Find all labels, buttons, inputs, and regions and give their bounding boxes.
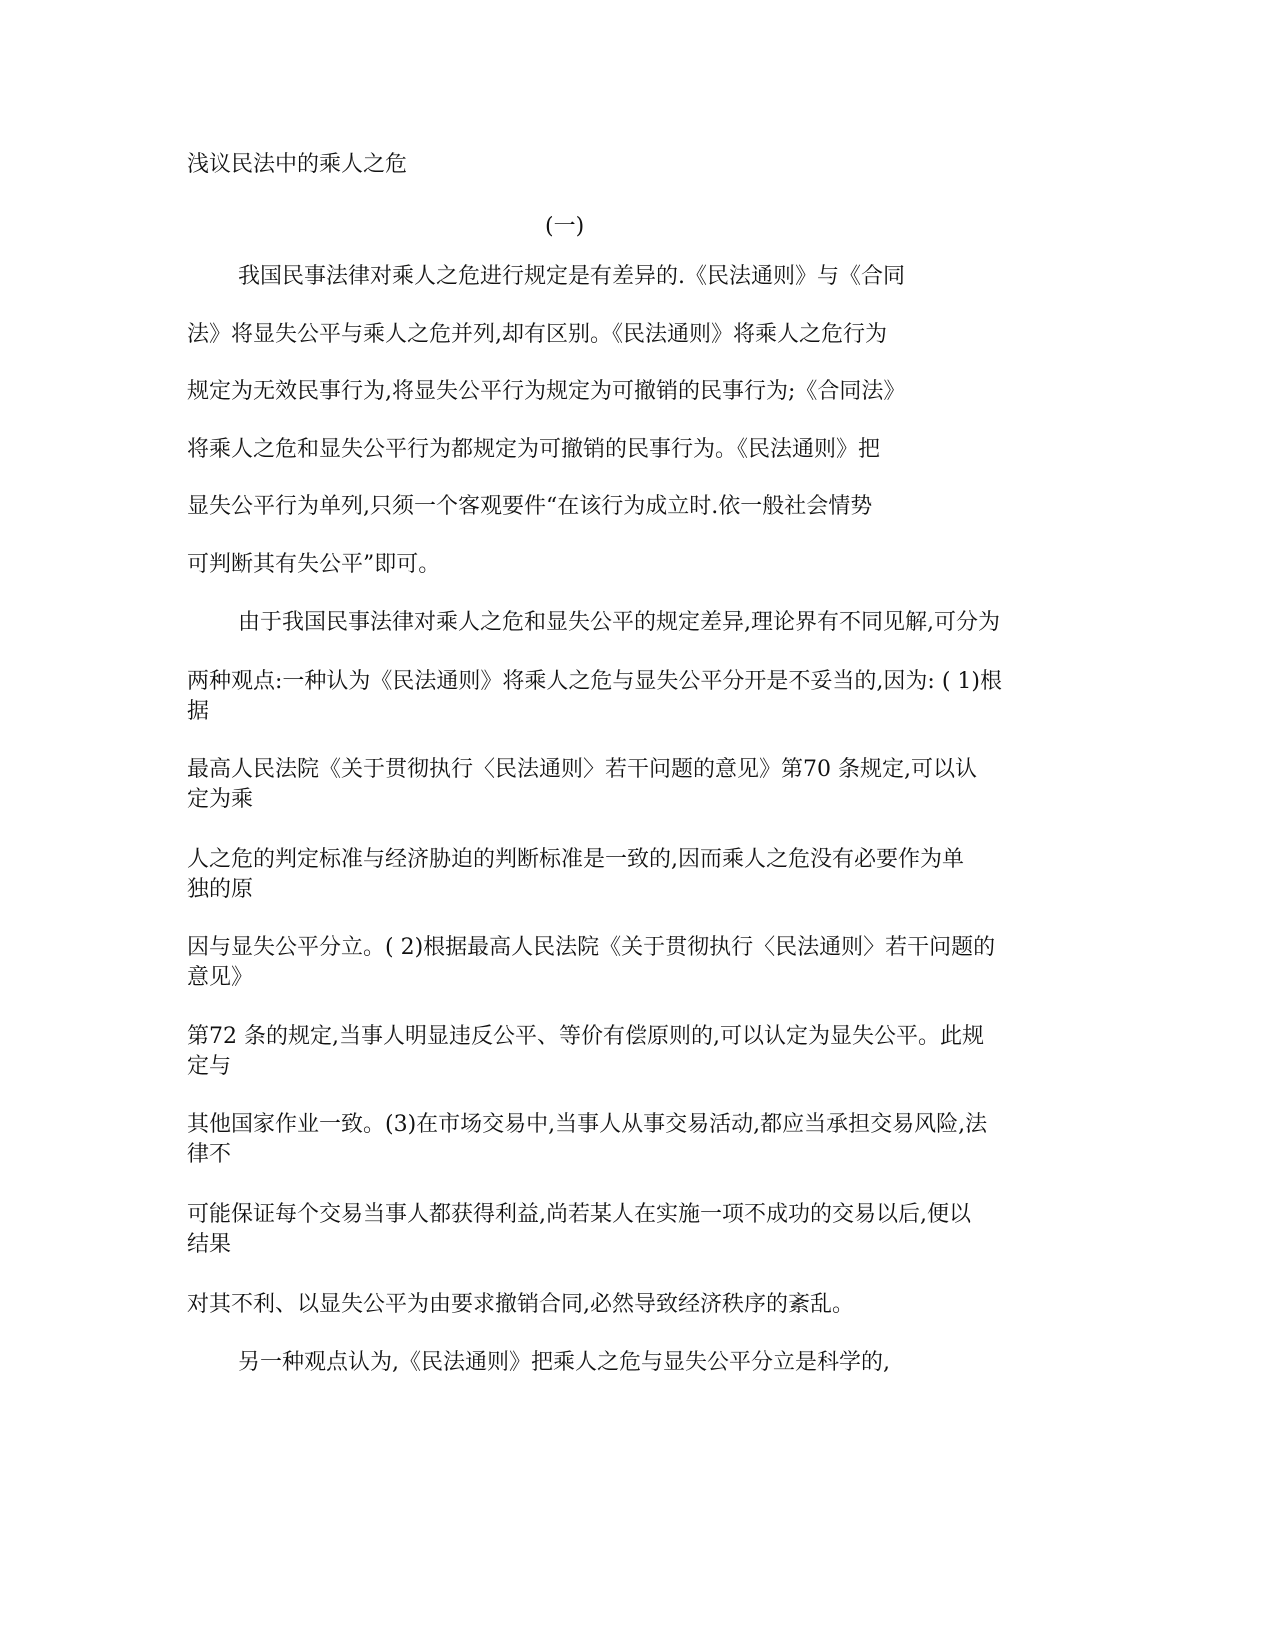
text-line: 法》将显失公平与乘人之危并列,却有区别。《民法通则》将乘人之危行为 — [187, 322, 887, 347]
text-line-wrap: 结果 — [187, 1232, 232, 1257]
text-line: 因与显失公平分立。( 2)根据最高人民法院《关于贯彻执行〈民法通则〉若干问题的 — [187, 935, 996, 960]
text-line: 其他国家作业一致。(3)在市场交易中,当事人从事交易活动,都应当承担交易风险,法 — [187, 1112, 988, 1137]
text-line: 将乘人之危和显失公平行为都规定为可撤销的民事行为。《民法通则》把 — [187, 437, 881, 462]
text-line: 规定为无效民事行为,将显失公平行为规定为可撤销的民事行为;《合同法》 — [187, 379, 906, 404]
text-line: 第72 条的规定,当事人明显违反公平、等价有偿原则的,可以认定为显失公平。此规 — [187, 1024, 984, 1049]
text-line-wrap: 据 — [187, 699, 210, 724]
text-line: 人之危的判定标准与经济胁迫的判断标准是一致的,因而乘人之危没有必要作为单 — [187, 847, 964, 872]
text-line: 由于我国民事法律对乘人之危和显失公平的规定差异,理论界有不同见解,可分为 — [238, 610, 1000, 635]
text-line-wrap: 定为乘 — [187, 787, 254, 812]
text-line: 可能保证每个交易当事人都获得利益,尚若某人在实施一项不成功的交易以后,便以 — [187, 1202, 971, 1227]
text-line: 最高人民法院《关于贯彻执行〈民法通则〉若干问题的意见》第70 条规定,可以认 — [187, 757, 977, 782]
text-line: 两种观点:一种认为《民法通则》将乘人之危与显失公平分开是不妥当的,因为: ( 1)根 — [187, 669, 1002, 694]
text-line-wrap: 独的原 — [187, 877, 254, 902]
text-line-wrap: 律不 — [187, 1142, 232, 1167]
text-line-wrap: 定与 — [187, 1054, 232, 1079]
text-line: 显失公平行为单列,只须一个客观要件“在该行为成立时.依一般社会情势 — [187, 494, 873, 519]
document-title: 浅议民法中的乘人之危 — [187, 152, 408, 177]
text-line: 对其不利、以显失公平为由要求撤销合同,必然导致经济秩序的紊乱。 — [187, 1292, 854, 1317]
text-line: 另一种观点认为,《民法通则》把乘人之危与显失公平分立是科学的, — [238, 1350, 890, 1375]
text-line: 我国民事法律对乘人之危进行规定是有差异的.《民法通则》与《合同 — [238, 264, 905, 289]
text-line: 可判断其有失公平”即可。 — [187, 552, 441, 577]
section-heading: (一) — [545, 214, 585, 239]
text-line-wrap: 意见》 — [187, 965, 254, 990]
